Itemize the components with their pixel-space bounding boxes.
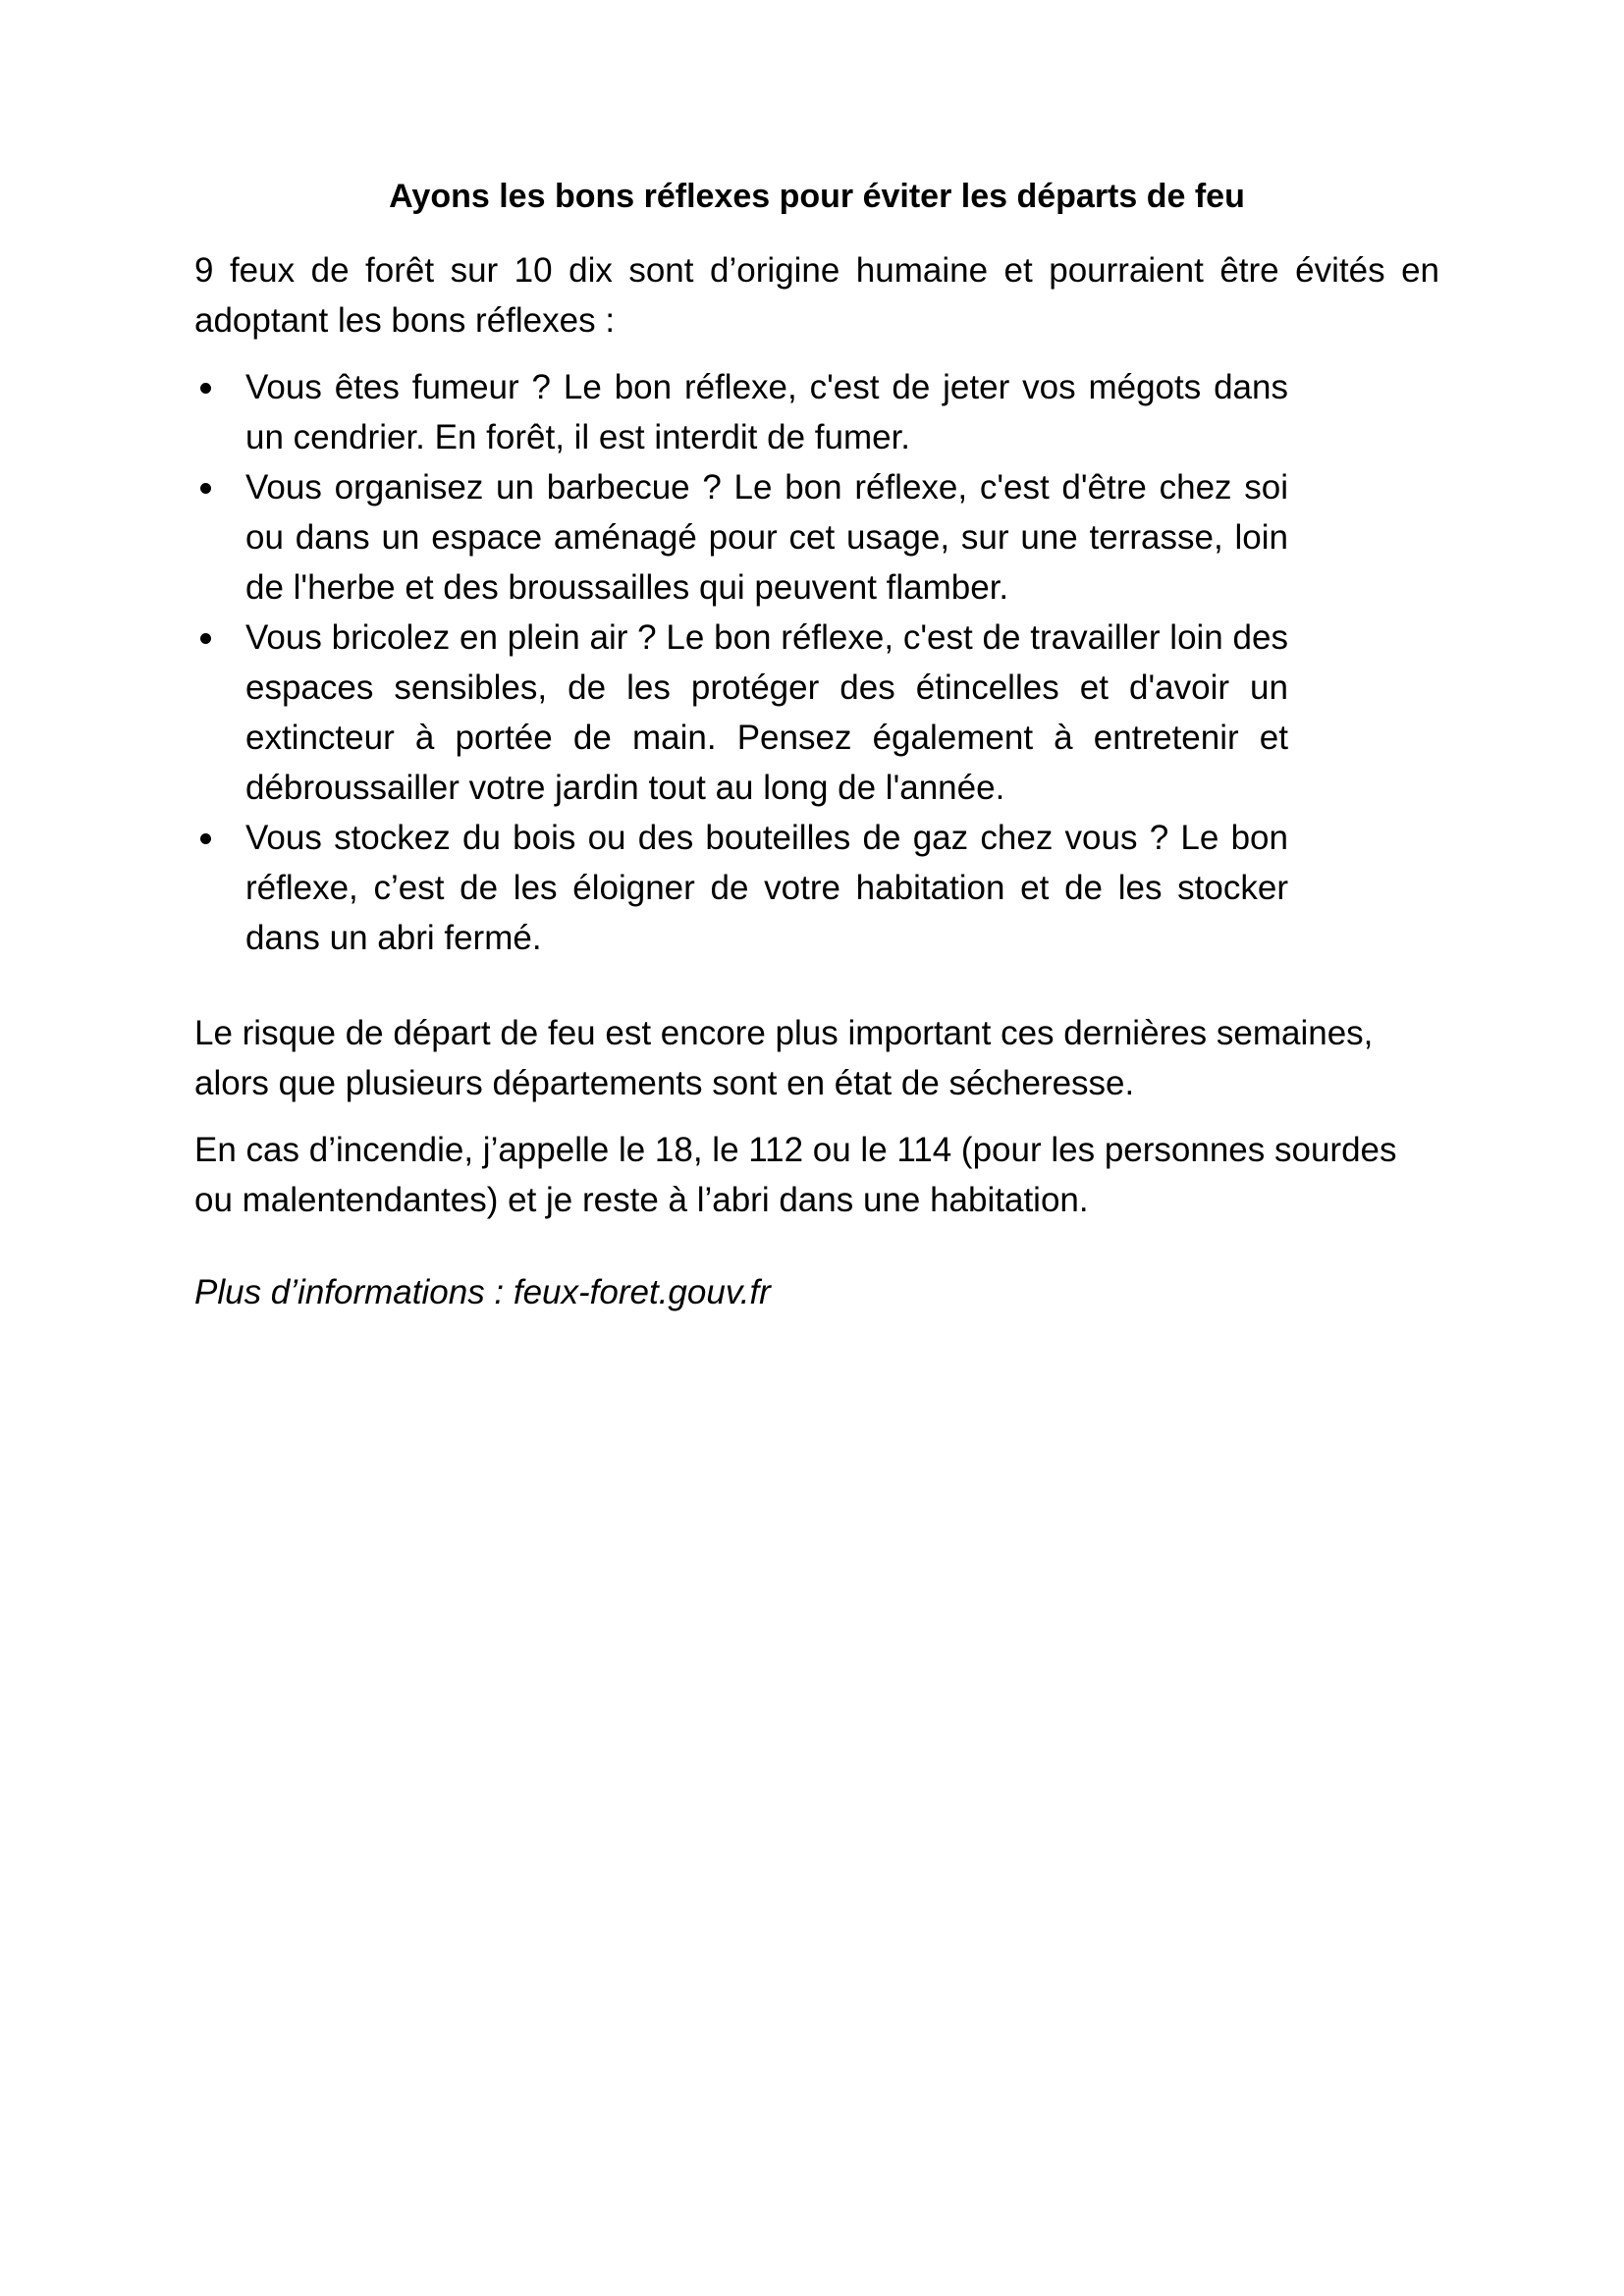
list-item-text: Vous organisez un barbecue ? Le bon réflexe, c'est d'être chez soi ou dans un espace aménagé pour cet usage, sur une terrasse, loin de l'herbe et des broussailles qui peuvent flamber. bbox=[245, 468, 1288, 607]
spacer bbox=[194, 1225, 1439, 1267]
list-item bbox=[194, 362, 1288, 462]
list-item-text: Vous stockez du bois ou des bouteilles de gaz chez vous ? Le bon réflexe, c’est de les éloigner de votre habitation et de les stocker dans un abri fermé. bbox=[245, 819, 1288, 957]
spacer bbox=[194, 1108, 1439, 1125]
intro-paragraph: 9 feux de forêt sur 10 dix sont d’origine humaine et pourraient être évités en adoptant les bons réflexes : bbox=[194, 251, 1439, 340]
emergency-paragraph: En cas d’incendie, j’appelle le 18, le 112 ou le 114 (pour les personnes sourdes ou malentendantes) et je reste à l’abri dans une habitation. bbox=[194, 1131, 1397, 1219]
list-item bbox=[194, 613, 1288, 813]
list-item-text: Vous êtes fumeur ? Le bon réflexe, c'est de jeter vos mégots dans un cendrier. En forêt, il est interdit de fumer. bbox=[245, 368, 1288, 456]
spacer bbox=[194, 963, 1439, 1008]
bullet-icon bbox=[200, 383, 211, 394]
more-info-line: Plus d’informations : feux-foret.gouv.fr bbox=[194, 1273, 771, 1311]
reflex-list bbox=[194, 362, 1288, 963]
bullet-icon bbox=[200, 483, 211, 494]
document-body bbox=[194, 173, 1439, 1317]
risk-paragraph: Le risque de départ de feu est encore plus important ces dernières semaines, alors que plusieurs départements sont en état de sécheresse. bbox=[194, 1014, 1374, 1102]
document-title: Ayons les bons réflexes pour éviter les départs de feu bbox=[389, 178, 1245, 215]
list-item bbox=[194, 813, 1288, 963]
bullet-icon bbox=[200, 833, 211, 844]
bullet-icon bbox=[200, 633, 211, 644]
list-item bbox=[194, 462, 1288, 613]
list-item-text: Vous bricolez en plein air ? Le bon réflexe, c'est de travailler loin des espaces sensibles, de les protéger des étincelles et d'avoir un extincteur à portée de main. Pensez également à entretenir et débroussailler votre jardin tout au long de l'année. bbox=[245, 618, 1288, 807]
